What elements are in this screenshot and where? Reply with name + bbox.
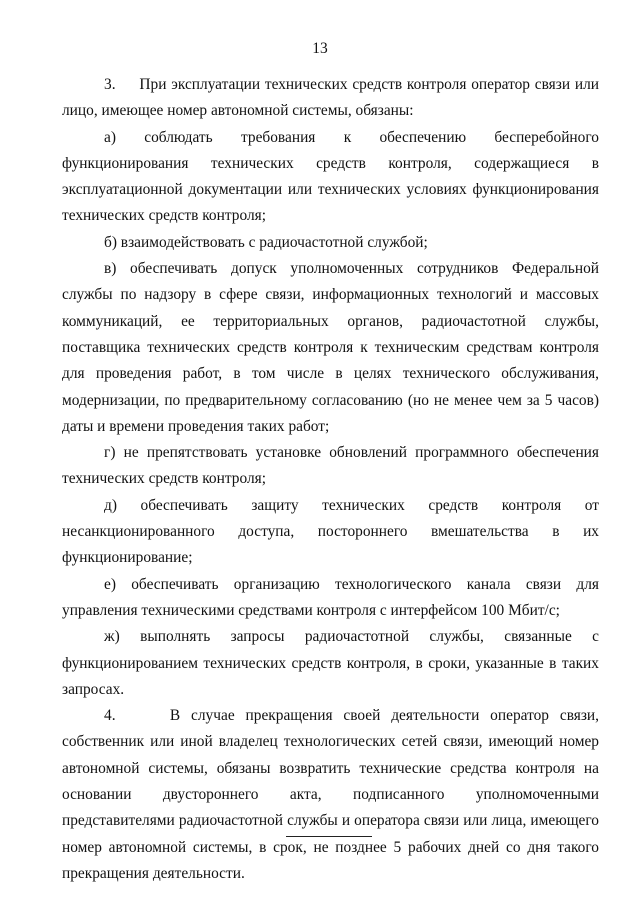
paragraph-3d: д) обеспечивать защиту технических средств контроля от несанкционированного доступа, постороннего вмешательства в их функционирование;: [62, 496, 599, 567]
paragraph-4: 4. В случае прекращения своей деятельности оператор связи, собственник или иной владелец технологических сетей связи, имеющий номер автономной системы, обязаны возвратить технические средства контроля на основании двустороннего акта, подписанного уполномоченными представителями радиочастотной службы и оператора связи или лица, имеющего номер автономной системы, в срок, не позднее 5 рабочих дней со дня такого прекращения деятельности.: [62, 707, 599, 882]
paragraph-3: 3. При эксплуатации технических средств контроля оператор связи или лицо, имеющее номер автономной системы, обязаны:: [62, 76, 599, 120]
paragraph-3a: а) соблюдать требования к обеспечению бесперебойного функционирования технических средств контроля, содержащиеся в эксплуатационной документации или технических условиях функционирования технических средств контроля;: [62, 128, 599, 225]
paragraph-3v: в) обеспечивать допуск уполномоченных сотрудников Федеральной службы по надзору в сфере связи, информационных технологий и массовых коммуникаций, ее территориальных органов, радиочастотной службы, поставщика технических средств контроля к техническим средствам контроля для проведения работ, в том числе в целях технического обслуживания, модернизации, по предварительному согласованию (но не менее чем за 5 часов) даты и времени проведения таких работ;: [62, 260, 599, 435]
page-number: 13: [312, 40, 328, 57]
paragraph-3zh: ж) выполнять запросы радиочастотной службы, связанные с функционированием технических средств контроля, в сроки, указанные в таких запросах.: [62, 628, 599, 698]
end-divider: [286, 836, 372, 837]
paragraph-3g: г) не препятствовать установке обновлений программного обеспечения технических средств контроля;: [62, 444, 599, 488]
paragraph-3b: б) взаимодействовать с радиочастотной службой;: [104, 233, 428, 251]
document-body: [62, 72, 599, 887]
paragraph-3e: е) обеспечивать организацию технологического канала связи для управления техническими средствами контроля с интерфейсом 100 Мбит/с;: [62, 575, 599, 619]
